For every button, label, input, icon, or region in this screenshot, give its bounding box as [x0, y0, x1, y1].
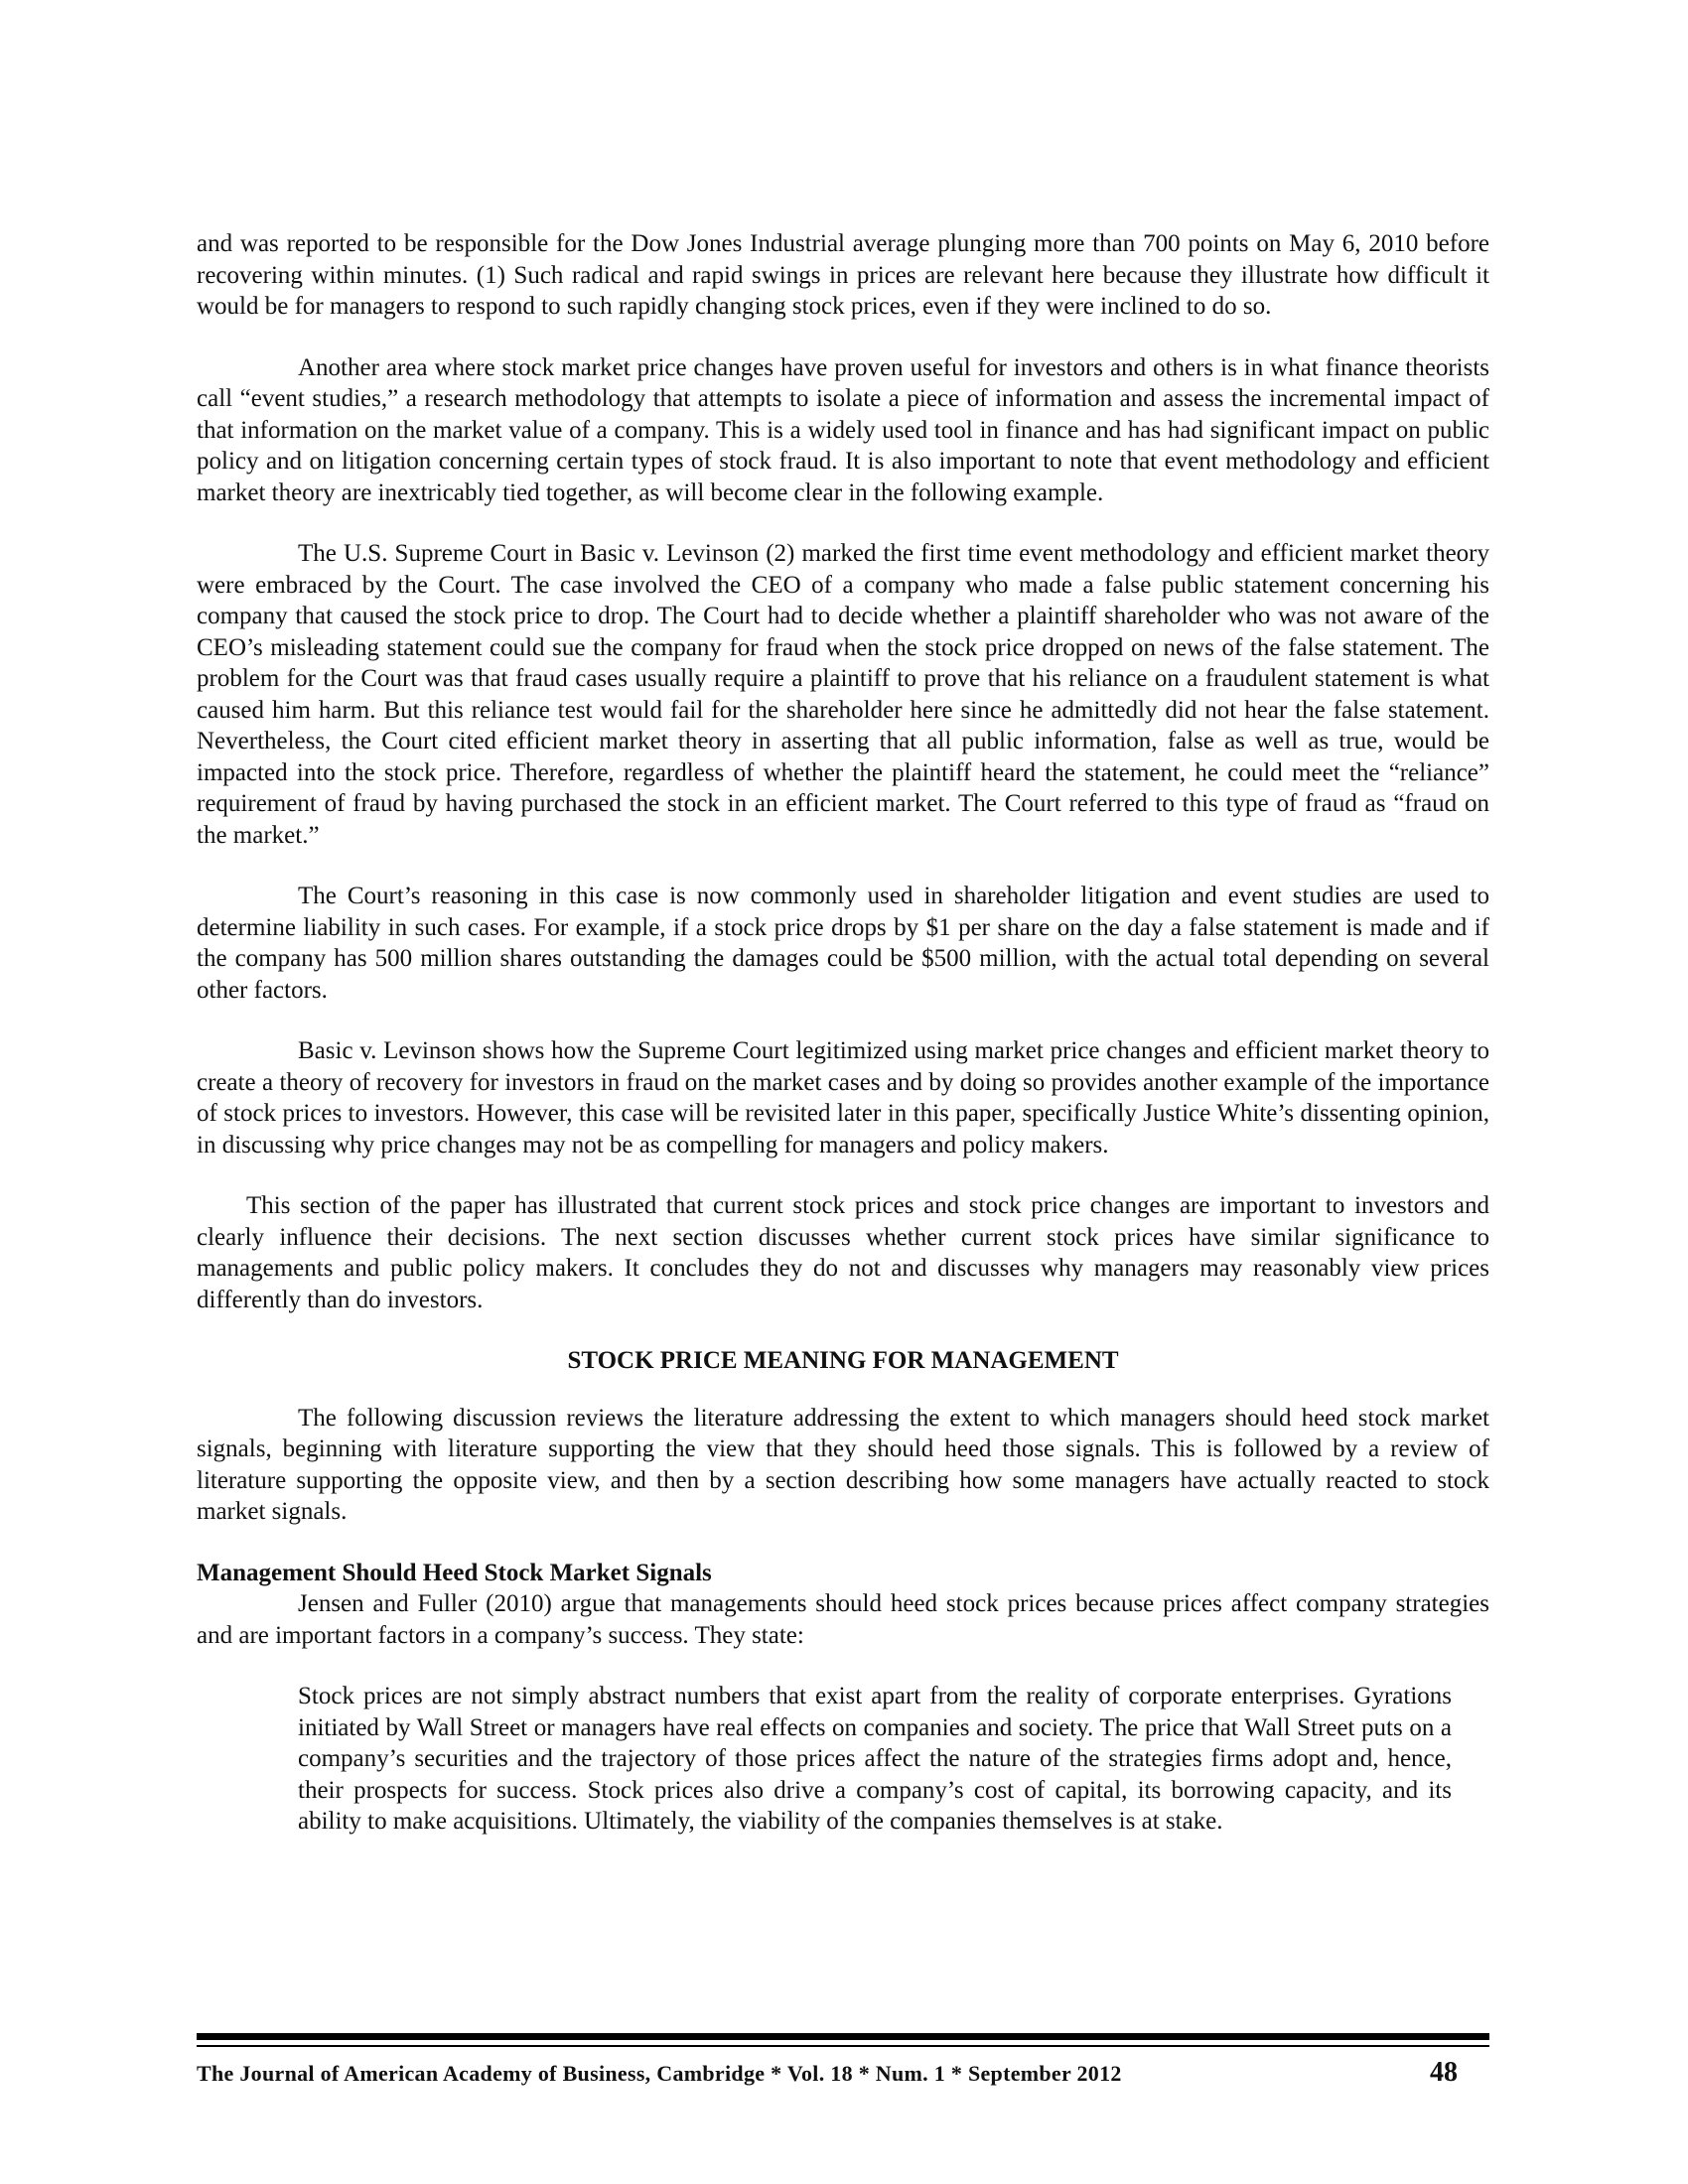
subsection-heading: Management Should Heed Stock Market Signals — [197, 1559, 712, 1586]
page-body — [197, 228, 1489, 1838]
paragraph-basic-v-levinson: The U.S. Supreme Court in Basic v. Levinson (2) marked the first time event methodology and efficient market theory were embraced by the Court. The case involved the CEO of a company who made a false public statement concerning his company that caused the stock price to drop. The Court had to decide whether a plaintiff shareholder who was not aware of the CEO’s misleading statement could sue the company for fraud when the stock price dropped on news of the false statement. The problem for the Court was that fraud cases usually require a plaintiff to prove that his reliance on a fraudulent statement is what caused him harm. But this reliance test would fail for the shareholder here since he admittedly did not hear the false statement. Nevertheless, the Court cited efficient market theory in asserting that all public information, false as well as true, would be impacted into the stock price. Therefore, regardless of whether the plaintiff heard the statement, he could meet the “reliance” requirement of fraud by having purchased the stock in an efficient market. The Court referred to this type of fraud as “fraud on the market.” — [197, 540, 1489, 849]
paragraph-continuation: and was reported to be responsible for the Dow Jones Industrial average plunging more than 700 points on May 6, 2010 before recovering within minutes. (1) Such radical and rapid swings in prices are relevant here because they illustrate how difficult it would be for managers to respond to such rapidly changing stock prices, even if they were inclined to do so. — [197, 230, 1489, 320]
footer-rule-thin — [197, 2045, 1489, 2047]
section-heading: STOCK PRICE MEANING FOR MANAGEMENT — [567, 1347, 1119, 1374]
paragraph-event-studies: Another area where stock market price changes have proven useful for investors and others is in what finance theorists call “event studies,” a research methodology that attempts to isolate a piece of information and assess the incremental impact of that information on the market value of a company. This is a widely used tool in finance and has had significant impact on public policy and on litigation concerning certain types of stock fraud. It is also important to note that event methodology and efficient market theory are inextricably tied together, as will become clear in the following example. — [197, 353, 1489, 506]
block-quote: Stock prices are not simply abstract numbers that exist apart from the reality of corporate enterprises. Gyrations initiated by Wall Street or managers have real effects on companies and society. The price that Wall Street puts on a company’s securities and the trajectory of those prices affect the nature of the strategies firms adopt and, hence, their prospects for success. Stock prices also drive a company’s cost of capital, its borrowing capacity, and its ability to make acquisitions. Ultimately, the viability of the companies themselves is at stake. — [298, 1683, 1452, 1835]
paragraph-legitimized: Basic v. Levinson shows how the Supreme Court legitimized using market price changes and efficient market theory to create a theory of recovery for investors in fraud on the market cases and by doing so provides another example of the importance of stock prices to investors. However, this case will be revisited later in this paper, specifically Justice White’s dissenting opinion, in discussing why price changes may not be as compelling for managers and policy makers. — [197, 1037, 1489, 1159]
footer-journal-citation: The Journal of American Academy of Business, Cambridge * Vol. 18 * Num. 1 * September 2012 — [197, 2061, 1122, 2086]
paragraph-literature-review: The following discussion reviews the literature addressing the extent to which managers should heed stock market signals, beginning with literature supporting the view that they should heed those signals. This is followed by a review of literature supporting the opposite view, and then by a section describing how some managers have actually reacted to stock market signals. — [197, 1404, 1489, 1525]
paragraph-jensen-fuller: Jensen and Fuller (2010) argue that managements should heed stock prices because prices affect company strategies and are important factors in a company’s success. They state: — [197, 1590, 1489, 1649]
paragraph-section-summary: This section of the paper has illustrated that current stock prices and stock price changes are important to investors and clearly influence their decisions. The next section discusses whether current stock prices have similar significance to managements and public policy makers. It concludes they do not and discusses why managers may reasonably view prices differently than do investors. — [197, 1192, 1489, 1313]
paragraph-court-reasoning: The Court’s reasoning in this case is now commonly used in shareholder litigation and event studies are used to determine liability in such cases. For example, if a stock price drops by $1 per share on the day a false statement is made and if the company has 500 million shares outstanding the damages could be $500 million, with the actual total depending on several other factors. — [197, 883, 1489, 1004]
footer-rule-thick — [197, 2033, 1489, 2040]
page-number: 48 — [1430, 2057, 1458, 2088]
